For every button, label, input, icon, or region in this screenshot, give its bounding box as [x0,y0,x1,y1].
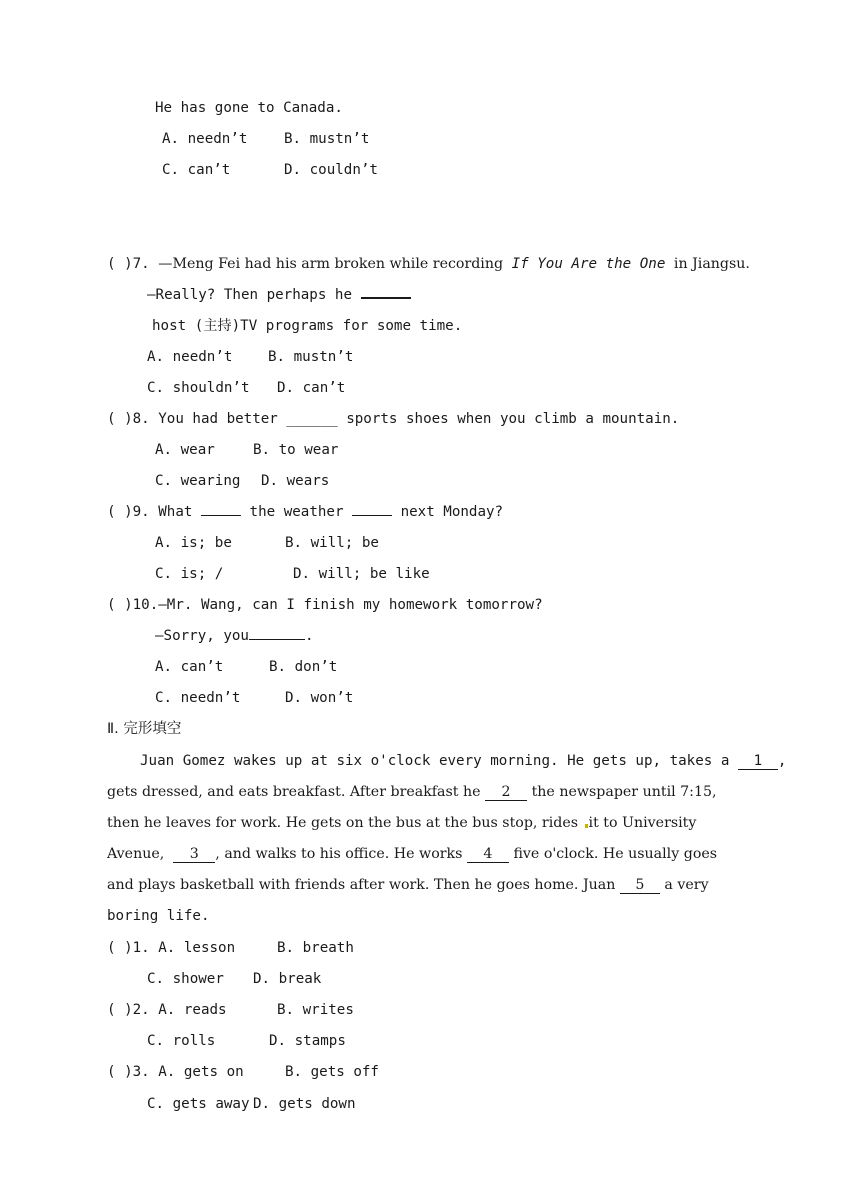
passage-line-4 [107,844,717,864]
question-text-end: . [304,628,314,644]
question-text: What [158,504,193,520]
passage-text: a very [664,877,709,893]
cloze-question-2 [107,1000,227,1020]
question-text: —Meng Fei had his arm broken while recording [158,256,504,272]
question-10 [107,595,543,615]
option-d: D. won’t [285,690,354,706]
passage-text: five o'clock. He usually goes [513,846,718,862]
option-d: D. gets down [253,1096,356,1112]
option-b: B. mustn’t [284,131,370,147]
option-c: C. needn’t [155,690,241,706]
option-a: A. wear [155,442,215,458]
passage-text: then he leaves for work. He gets on the bus at the bus stop, rides [107,815,579,831]
question-text-end: sports shoes when you climb a mountain. [346,411,680,427]
option-a: A. needn’t [147,349,233,365]
option-a: A. reads [158,1002,227,1018]
passage-line-5 [107,875,709,895]
option-c: C. shouldn’t [147,380,250,396]
option-d: D. couldn’t [284,162,378,178]
passage-text: it to University [588,815,697,831]
option-d: D. stamps [269,1033,346,1049]
answer-blank [249,639,305,640]
passage-line-6: boring life. [107,908,210,924]
section-heading: Ⅱ. 完形填空 [107,721,182,737]
passage-text: and plays basketball with friends after work. Then he goes home. Juan [107,877,616,893]
question-10-line2 [155,626,314,646]
option-c: C. wearing [155,473,241,489]
question-7 [107,254,750,274]
question-number: ( )2. [107,1002,150,1018]
option-c: C. rolls [147,1033,216,1049]
cloze-blank-3: 3 [173,846,215,863]
option-a: A. lesson [158,940,236,956]
option-a: A. gets on [158,1064,244,1080]
question-7-line3: host (主持)TV programs for some time. [152,318,463,334]
passage-text: , and walks to his office. He works [215,846,463,862]
option-a: A. is; be [155,535,232,551]
option-b: B. will; be [285,535,379,551]
question-text: He has gone to Canada. [155,100,343,116]
passage-text: Avenue, [107,846,165,862]
cloze-blank-1: 1 [738,753,778,770]
option-c: C. is; / [155,566,224,582]
option-c: C. can’t [162,162,231,178]
question-number: ( )3. [107,1064,150,1080]
cloze-question-1 [107,938,235,958]
option-c: C. shower [147,971,224,987]
passage-text: gets dressed, and eats breakfast. After breakfast he [107,784,481,800]
cloze-blank-2: 2 [485,784,527,801]
question-text-end: in Jiangsu. [673,256,750,272]
option-d: D. will; be like [293,566,430,582]
passage-text: , [777,753,787,769]
passage-text: Juan Gomez wakes up at six o'clock every morning. He gets up, takes a [140,753,730,769]
option-b: B. mustn’t [268,349,354,365]
option-d: D. can’t [277,380,346,396]
speck-mark [585,824,588,828]
question-text: You had better [158,411,278,427]
show-title: If You Are the One [511,256,666,272]
question-number: ( )7. [107,256,150,272]
cloze-blank-5: 5 [620,877,660,894]
question-8 [107,409,679,429]
question-number: ( )10. [107,597,159,613]
question-7-line2 [147,285,411,305]
question-number: ( )9. [107,504,150,520]
question-text-mid: the weather [249,504,344,520]
answer-blank-1 [201,515,241,516]
question-9 [107,502,503,522]
question-text: —Sorry, you [155,628,249,644]
question-number: ( )1. [107,940,150,956]
passage-line-3 [107,813,696,833]
question-text: —Mr. Wang, can I finish my homework tomorrow? [158,597,543,613]
option-b: B. breath [277,940,354,956]
passage-text: the newspaper until 7:15, [531,784,717,800]
option-a: A. needn’t [162,131,248,147]
question-text-end: next Monday? [400,504,504,520]
option-b: B. don’t [269,659,338,675]
option-b: B. to wear [253,442,339,458]
option-d: D. break [253,971,322,987]
option-b: B. gets off [285,1064,379,1080]
option-c: C. gets away [147,1096,250,1112]
cloze-question-3 [107,1062,244,1082]
cloze-blank-4: 4 [467,846,509,863]
passage-line-2 [107,782,717,802]
option-b: B. writes [277,1002,354,1018]
question-text: —Really? Then perhaps he [147,287,352,303]
passage-line-1 [140,751,786,771]
answer-blank: ______ [286,411,338,427]
option-d: D. wears [261,473,330,489]
answer-blank-2 [352,515,392,516]
question-number: ( )8. [107,411,150,427]
answer-blank [361,297,411,299]
option-a: A. can’t [155,659,224,675]
